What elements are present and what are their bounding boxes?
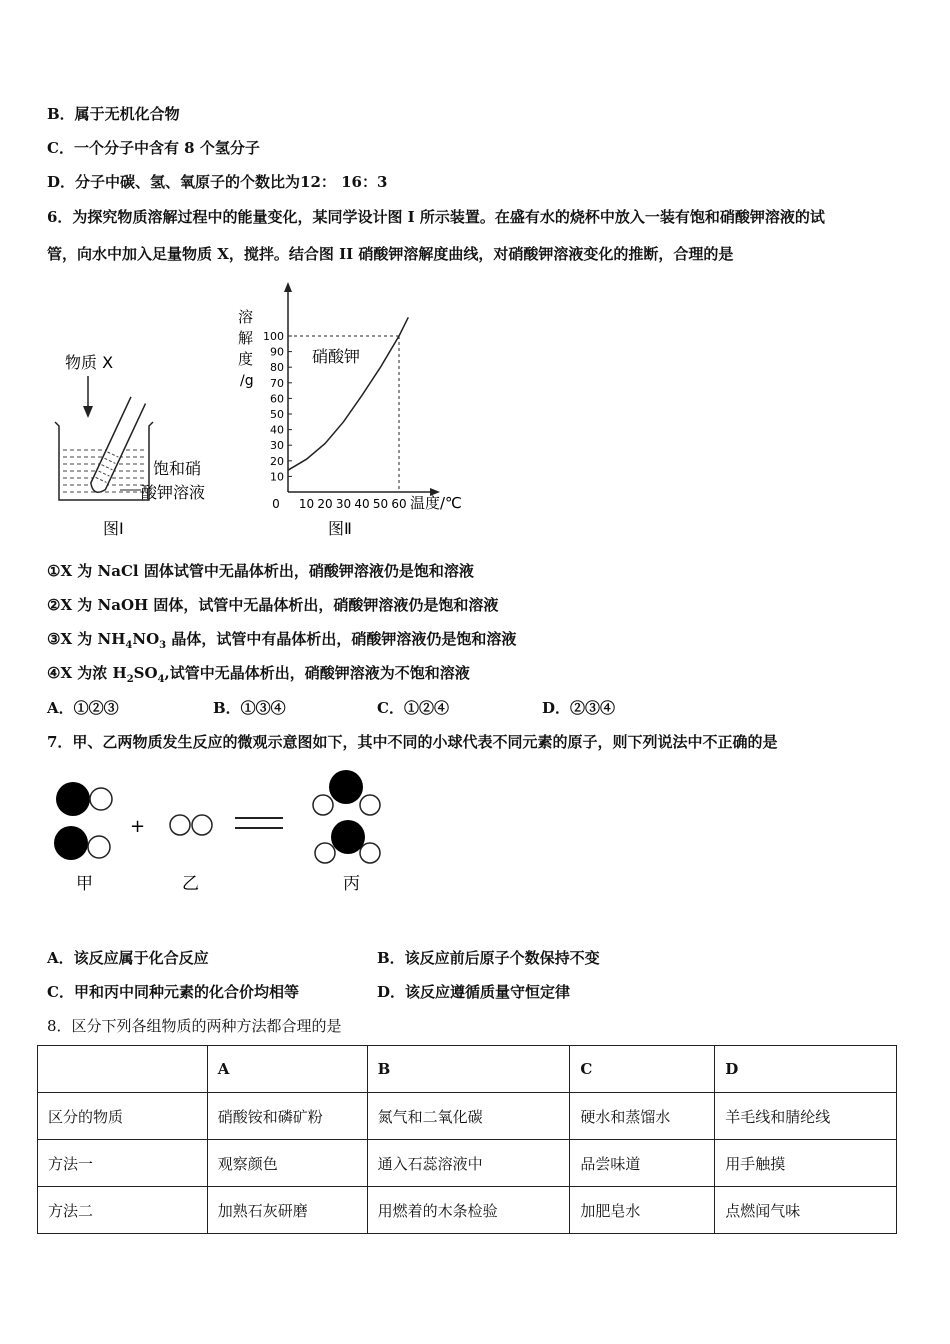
table-row bbox=[38, 1093, 897, 1140]
table-cell: 点燃闻气味 bbox=[715, 1187, 897, 1234]
molecule-bing-1 bbox=[313, 770, 380, 815]
x-axis-label: 温度/℃ bbox=[410, 494, 462, 512]
statement-1: ①X 为 NaCl 固体试管中无晶体析出，硝酸钾溶液仍是饱和溶液 bbox=[47, 562, 474, 580]
q7-stem: 7．甲、乙两物质发生反应的微观示意图如下，其中不同的小球代表不同元素的原子，则下列说法中不正确的是 bbox=[47, 733, 778, 751]
y-tick-label: 80 bbox=[270, 361, 284, 375]
test-tube bbox=[88, 397, 145, 495]
table-header-cell: D bbox=[715, 1046, 897, 1093]
solution-label-2: 酸钾溶液 bbox=[141, 483, 206, 502]
equals-sign bbox=[235, 818, 283, 828]
y-tick-label: 10 bbox=[270, 470, 284, 484]
q7-option-a: A．该反应属于化合反应 bbox=[47, 949, 209, 967]
q5-option-b: B．属于无机化合物 bbox=[47, 105, 180, 123]
table-cell: 方法二 bbox=[38, 1187, 208, 1234]
y-tick-label: 90 bbox=[270, 345, 284, 359]
table-cell: 品尝味道 bbox=[570, 1140, 715, 1187]
solution-label-1: 饱和硝 bbox=[153, 459, 202, 478]
label-jia: 甲 bbox=[76, 874, 93, 894]
table-cell: 用手触摸 bbox=[715, 1140, 897, 1187]
table-header-row bbox=[38, 1046, 897, 1093]
table-header-cell: B bbox=[367, 1046, 570, 1093]
x-tick-label: 30 bbox=[335, 497, 352, 511]
statement-2: ②X 为 NaOH 固体，试管中无晶体析出，硝酸钾溶液仍是饱和溶液 bbox=[47, 596, 499, 614]
y-tick-label: 50 bbox=[270, 408, 284, 421]
y-tick-label: 30 bbox=[270, 439, 284, 453]
y-tick-label: 40 bbox=[270, 423, 284, 437]
curve-label: 硝酸钾 bbox=[312, 347, 361, 366]
q7-option-b: B．该反应前后原子个数保持不变 bbox=[377, 949, 600, 967]
y-axis-arrow-icon bbox=[284, 282, 292, 292]
arrow-down-icon bbox=[83, 406, 93, 418]
molecule-jia-1 bbox=[56, 782, 112, 816]
x-tick-label: 60 bbox=[391, 497, 407, 511]
x-tick-label: 20 bbox=[317, 497, 333, 511]
molecule-yi bbox=[170, 815, 212, 835]
table-cell: 加肥皂水 bbox=[570, 1187, 715, 1234]
reaction-diagram bbox=[45, 765, 405, 900]
q8-table bbox=[37, 1045, 897, 1234]
x-tick-label: 10 bbox=[298, 497, 315, 511]
figure-2-solubility-chart bbox=[232, 280, 482, 540]
label-bing: 丙 bbox=[343, 874, 360, 894]
figure-2-caption: 图Ⅱ bbox=[328, 519, 352, 538]
molecule-jia-2 bbox=[54, 826, 110, 860]
q6-option-c: C．①②④ bbox=[377, 699, 449, 717]
q6-option-b: B．①③④ bbox=[213, 699, 286, 717]
q7-option-d: D．该反应遵循质量守恒定律 bbox=[377, 983, 571, 1001]
table-cell: 硝酸铵和磷矿粉 bbox=[207, 1093, 367, 1140]
ylabel-char-2: 解 bbox=[238, 329, 254, 347]
y-tick-label: 20 bbox=[270, 454, 284, 468]
q7-option-c: C．甲和丙中同种元素的化合价均相等 bbox=[47, 983, 299, 1001]
y-tick-label: 100 bbox=[263, 330, 284, 343]
table-cell: 硬水和蒸馏水 bbox=[570, 1093, 715, 1140]
q8-stem: 8．区分下列各组物质的两种方法都合理的是 bbox=[47, 1017, 342, 1035]
table-cell: 区分的物质 bbox=[38, 1093, 208, 1140]
table-cell: 方法一 bbox=[38, 1140, 208, 1187]
ylabel-char-4: /g bbox=[240, 373, 254, 389]
q6-option-d: D．②③④ bbox=[542, 699, 616, 717]
table-header-cell: A bbox=[207, 1046, 367, 1093]
figure-1-apparatus bbox=[45, 340, 235, 540]
q5-option-c: C．一个分子中含有 8 个氢分子 bbox=[47, 139, 260, 157]
substance-x-label: 物质 X bbox=[65, 353, 114, 372]
x-tick-label: 0 bbox=[272, 497, 280, 511]
q6-stem-line2: 管，向水中加入足量物质 X，搅拌。结合图 II 硝酸钾溶解度曲线，对硝酸钾溶液变化的推断，合理的是 bbox=[47, 245, 734, 263]
y-tick-label: 70 bbox=[270, 376, 284, 390]
q6-option-a: A．①②③ bbox=[47, 699, 119, 717]
table-row bbox=[38, 1140, 897, 1187]
table-cell: 加熟石灰研磨 bbox=[207, 1187, 367, 1234]
ylabel-char-3: 度 bbox=[238, 350, 254, 368]
statement-4: ④X 为浓 $H_2SO_4$,试管中无晶体析出，硝酸钾溶液为不饱和溶液 bbox=[47, 664, 470, 685]
statement-3: ③X 为 $NH_4NO_3$ 晶体，试管中有晶体析出，硝酸钾溶液仍是饱和溶液 bbox=[47, 630, 517, 651]
figure-1-caption: 图Ⅰ bbox=[103, 519, 124, 538]
q6-stem-line1: 6．为探究物质溶解过程中的能量变化，某同学设计图 I 所示装置。在盛有水的烧杯中放入一装有饱和硝酸钾溶液的试 bbox=[47, 208, 825, 226]
table-row bbox=[38, 1187, 897, 1234]
table-cell: 观察颜色 bbox=[207, 1140, 367, 1187]
q5-option-d: D．分子中碳、氢、氧原子的个数比为12： 16：3 bbox=[47, 173, 388, 191]
table-cell: 氮气和二氧化碳 bbox=[367, 1093, 570, 1140]
table-header-cell: C bbox=[570, 1046, 715, 1093]
y-tick-label: 60 bbox=[270, 392, 284, 406]
series-line-potassium-nitrate bbox=[288, 317, 408, 470]
table-cell: 用燃着的木条检验 bbox=[367, 1187, 570, 1234]
plus-sign: + bbox=[130, 816, 146, 837]
x-tick-label: 50 bbox=[372, 497, 389, 511]
table-cell: 羊毛线和腈纶线 bbox=[715, 1093, 897, 1140]
table-cell: 通入石蕊溶液中 bbox=[367, 1140, 570, 1187]
molecule-bing-2 bbox=[315, 820, 380, 863]
table-header-cell bbox=[38, 1046, 208, 1093]
ylabel-char-1: 溶 bbox=[238, 308, 254, 326]
x-tick-label: 40 bbox=[354, 497, 370, 511]
label-yi: 乙 bbox=[182, 874, 199, 894]
